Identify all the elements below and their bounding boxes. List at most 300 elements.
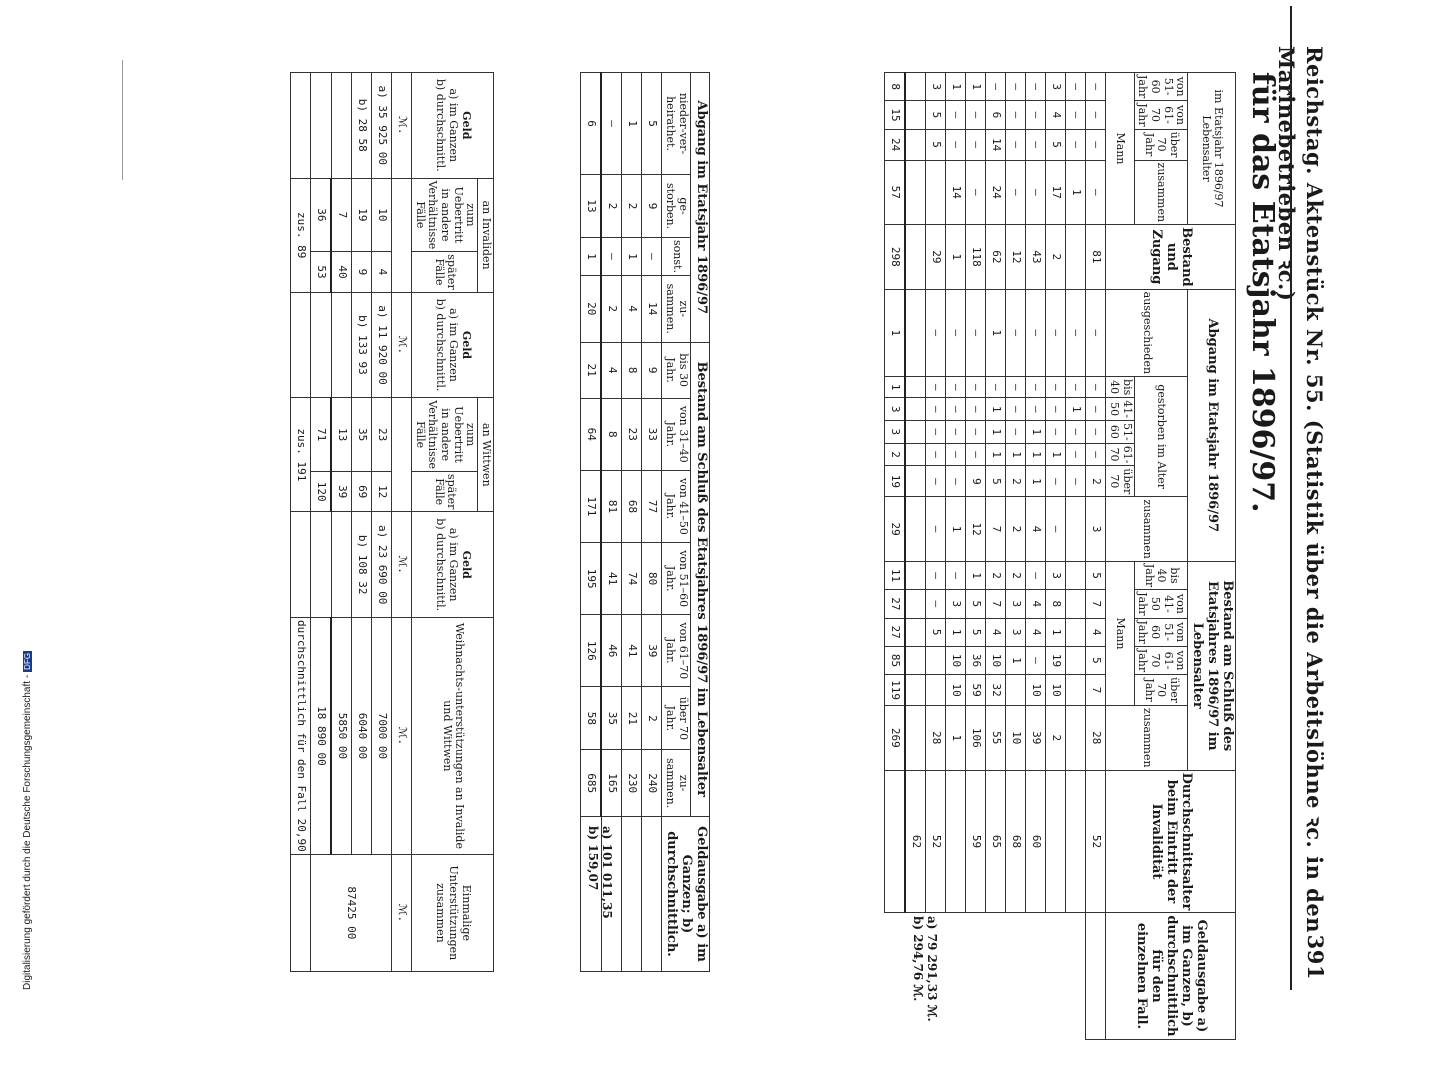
table-cell: 165 [601,750,622,817]
weih-total: 18 890 00 [311,617,332,854]
witt-faelle-2-1: 69 [352,471,372,511]
table-cell: — [601,238,622,276]
table-cell: 33 [642,398,662,470]
table-cell: 85 [885,646,906,674]
col-b-41-50: von 41–50 Jahr. [662,470,691,542]
table-cell: 1 [885,377,906,398]
col-s-61-70: von 61-70 Jahr [1134,646,1188,674]
table-cell [1066,646,1086,674]
table-cell: 2 [1046,706,1066,771]
col-s-zusammen: zusammen [1106,706,1188,771]
geld2-a-value: a) 101 011,35 [600,826,614,919]
table-cell: 27 [885,618,906,646]
table-cell [905,706,926,771]
table-row [1066,73,1086,1040]
table-cell: 24 [986,160,1006,225]
table-cell: — [1026,160,1046,225]
table-cell: — [966,101,986,129]
table-cell: 14 [986,129,1006,160]
table-cell: 1 [946,706,966,771]
table-cell: 5 [966,590,986,618]
table-row [986,73,1006,1040]
scan-margin-line [122,60,123,180]
header-text: Reichstag. Aktenstück Nr. 55. (Statistik über die Arbeitslöhne ꝛc. in den Marinebetrieben ꝛc.) [1274,46,1327,933]
empty-cell [622,817,642,972]
table-cell: 1 [1046,618,1066,646]
table-cell: 5 [1086,561,1106,589]
table-cell [905,497,926,562]
table-cell: — [1006,289,1026,376]
table-row [1046,73,1066,1040]
table-cell: 3 [1086,497,1106,562]
table-cell: 10 [946,646,966,674]
table-cell: 6 [581,73,602,175]
table-cell [905,420,926,443]
table-cell: 10 [1026,675,1046,706]
table-cell [905,225,926,290]
table-cell: 57 [885,160,906,225]
table-cell: — [946,398,966,421]
table-cell: 9 [642,175,662,238]
table-cell: — [1046,377,1066,398]
table-cell: 1 [1026,443,1046,466]
table-cell: 7 [986,590,1006,618]
table-cell: 8 [885,73,906,101]
inv-geld-a: a) 35 925 00 [372,73,392,179]
table-cell [905,443,926,466]
table-cell: 4 [986,618,1006,646]
table-row [1026,73,1046,1040]
col-bestand-zugang: Bestand und Zugang [1106,225,1236,290]
einm-value: 87425 00 [311,854,392,971]
table-cell: 10 [986,646,1006,674]
table-cell: 119 [885,675,906,706]
col-geldausgabe: Geldausgabe a) im Ganzen, b) durchschnittlich für den einzelnen Fall. [1106,913,1236,1039]
table-cell: — [1026,646,1046,674]
header-rule [1290,6,1292,990]
table-cell: 68 [622,470,642,542]
col-abgang-zusammen: zusammen [1106,497,1188,562]
col-durchschnittsalter: Durchschnittsalter beim Eintritt der Invalidität [1106,770,1236,913]
unit-mark-4: ℳ. [392,617,412,854]
table-cell: — [986,73,1006,101]
table-cell: 7 [1086,590,1106,618]
table-cell: 1 [986,420,1006,443]
col-s-ueber-70: über 70 Jahr [1134,675,1188,706]
table-cell: 19 [1046,646,1066,674]
col-61-70: von 61-70 Jahr [1134,101,1188,129]
table-cell: — [926,466,946,497]
table-cell: 2 [642,687,662,750]
table-row [622,73,642,972]
witt-zus: zus. 191 [291,398,311,512]
col-einmalige: Einmalige Unterstützungen zusammen [412,854,494,971]
table-cell: 11 [885,561,906,589]
table-cell: 1 [946,497,966,562]
witt-faelle-1-1: 35 [352,398,372,472]
table-cell: 39 [642,615,662,687]
witt-faelle-1-total: 71 [311,398,332,472]
table-cell: — [966,160,986,225]
dfg-footnote [22,651,33,990]
dfg-logo: DFG [23,652,32,670]
unit-mann-left: Mann [1106,73,1134,225]
table-cell: 55 [986,706,1006,771]
durchschn-fall: durchschnittlich für den Fall 20,90 [291,617,311,854]
table-cell: 7 [1086,675,1106,706]
table-cell: 19 [885,466,906,497]
table-row [1006,73,1026,1040]
table-cell [1066,225,1086,290]
table-cell: — [1026,101,1046,129]
table-cell: — [986,377,1006,398]
g2-geld-a: a) 11 920 00 [372,292,392,398]
table-cell: — [946,561,966,589]
table-cell: 1 [622,238,642,276]
table-cell: — [1066,73,1086,101]
table-row [966,73,986,1040]
table-cell: 32 [986,675,1006,706]
col-group-abgang-2: Abgang im Etatsjahr 1896/97 [691,73,710,343]
table-cell: — [966,443,986,466]
table-cell: — [966,420,986,443]
table-cell: — [946,101,966,129]
col-zusammen-2: zu-sammen. [662,275,691,342]
table-cell: 80 [642,543,662,615]
table-cell: 1 [1006,646,1026,674]
inv-faelle-2-total: 53 [311,252,332,292]
table-cell: 28 [1086,706,1106,771]
table-cell: 2 [986,561,1006,589]
empty-cell [291,512,311,618]
table-cell [1066,618,1086,646]
table-cell: 1 [946,73,966,101]
table-cell: 2 [1006,561,1026,589]
witt-faelle-2-total: 120 [311,471,332,511]
col-b-zusammen: zu-sammen. [662,750,691,817]
table-cell: 59 [966,675,986,706]
inv-faelle-1-total: 36 [311,178,332,252]
table-cell: 269 [885,706,906,771]
table-cell: 240 [642,750,662,817]
table-cell [926,646,946,674]
table-cell: 81 [1086,225,1106,290]
table-cell [1086,913,1106,1039]
table-cell: 2 [885,443,906,466]
table-cell: 5 [1046,129,1066,160]
table-cell: — [1086,160,1106,225]
table-cell: — [1086,73,1106,101]
table-cell: 8 [601,398,622,470]
geldausgabe-values [911,916,939,1066]
table-cell: 1 [622,73,642,175]
col-niederverheiratet: nieder-ver-heirathet. [662,73,691,175]
geldausgabe-2-values [586,826,614,919]
table-cell: — [946,420,966,443]
table-cell: — [1046,420,1066,443]
table-row [905,73,926,1040]
table-cell [905,675,926,706]
table-cell: — [1006,160,1026,225]
table-cell: 64 [581,398,602,470]
table-cell: 13 [581,175,602,238]
table-cell: — [1086,289,1106,376]
table-cell: 12 [1006,225,1026,290]
table-cell: 3 [885,420,906,443]
table-cell [905,160,926,225]
table-cell: 74 [622,543,642,615]
table-cell: 8 [1046,590,1066,618]
empty-cell [331,512,352,618]
table-cell: 14 [642,275,662,342]
table-cell: — [946,466,966,497]
table-cell: 5 [926,129,946,160]
table-cell: 6 [986,101,1006,129]
table-cell: — [1026,289,1046,376]
page-number: 391 [1303,934,1328,980]
table-cell: 27 [885,590,906,618]
unterstuetzungen-table [290,72,494,972]
table-cell: 8 [622,342,642,398]
table-cell: 1 [1066,398,1086,421]
table-cell: 10 [946,675,966,706]
table-cell: 1 [986,289,1006,376]
table-cell: — [1066,129,1086,160]
table-cell: — [1006,420,1026,443]
table-row [642,73,662,972]
table-cell: 4 [1046,101,1066,129]
table-cell: 195 [581,543,602,615]
table-cell: — [1006,73,1026,101]
table-cell: 12 [966,497,986,562]
col-41-50: von 41-50 Jahr [1134,590,1188,618]
col-g-ueber-70: über 70 [1106,466,1134,497]
empty-cell [311,292,332,398]
table-cell: 41 [622,615,642,687]
table-cell: 3 [1006,590,1026,618]
unit-mark-3: ℳ. [392,512,412,618]
table-cell: 1 [1066,160,1086,225]
col-bis-40: bis 40 Jahr [1134,561,1188,589]
table-cell: — [966,129,986,160]
table-cell: 10 [1046,675,1066,706]
col-weihnacht: Weihnachts-unterstützungen an Invalide und Wittwen [412,617,494,854]
inv-geld-b: b) 28 58 [352,73,372,179]
table-cell [1066,561,1086,589]
table-cell: — [1046,497,1066,562]
table-cell: — [946,289,966,376]
table-cell: — [1006,129,1026,160]
col-g-41-50: 41-50 [1106,398,1134,421]
empty-cell [291,854,311,971]
table-cell: — [926,561,946,589]
col-group-gestorben: gestorben im Alter [1134,377,1188,497]
table-cell: 46 [601,615,622,687]
table-cell: — [1066,289,1086,376]
table-cell: 59 [966,770,986,913]
invaliden-rows [885,73,1106,1040]
invaliden-table [884,72,1236,1040]
table-cell [1066,770,1086,913]
col-ausgeschieden: ausgeschieden [1106,289,1188,376]
table-cell: — [946,443,966,466]
table-cell [905,618,926,646]
col-group-lebensalter: im Etatsjahr 1896/97 Lebensalter [1188,73,1236,225]
table-cell: 62 [986,225,1006,290]
table-cell [905,73,926,101]
table-cell: — [1026,73,1046,101]
rotated-document [2,6,1334,1037]
table-cell [905,377,926,398]
table-cell: 106 [966,706,986,771]
col-group-abgang: Abgang im Etatsjahr 1896/97 [1188,289,1236,561]
col-inv-uebertritt: zum Uebertritt in andere Verhältnisse Fälle [412,178,478,252]
col-b-ueber-70: über 70 Jahr. [662,687,691,750]
table-cell: 81 [601,470,622,542]
table-cell: — [946,377,966,398]
table-cell: — [601,73,622,175]
col-b-51-60: von 51–60 Jahr. [662,543,691,615]
col-group-bestand-schluss: Bestand am Schluß des Etatsjahres 1896/97 im Lebensalter [1188,561,1236,770]
table-cell: 4 [601,342,622,398]
table-cell: 2 [1006,466,1026,497]
table-cell: 20 [581,275,602,342]
g3-geld-b: b) 108 32 [352,512,372,618]
table-cell: 36 [966,646,986,674]
table-cell: 1 [986,398,1006,421]
table-cell: — [1086,129,1106,160]
table-cell: — [926,590,946,618]
page-header [1274,46,1332,980]
table-cell: 298 [885,225,906,290]
table-cell: — [1066,101,1086,129]
table-cell: 58 [581,687,602,750]
table-cell: 5 [642,73,662,175]
table-cell [946,770,966,913]
table-row [946,73,966,1040]
col-g-51-60: 51-60 [1106,420,1134,443]
table-cell: 171 [581,470,602,542]
unit-mark-5: ℳ. [392,854,412,971]
table-cell: — [966,377,986,398]
table-cell: 15 [885,101,906,129]
table-cell: 1 [1006,443,1026,466]
col-s-51-60: von 51-60 Jahr [1134,618,1188,646]
table-cell: 65 [986,770,1006,913]
table-cell: 3 [1046,561,1066,589]
table-cell: 5 [966,618,986,646]
table-cell: 2 [601,275,622,342]
inv-faelle-1-1: 19 [352,178,372,252]
table-cell [1006,675,1026,706]
table-cell [1046,770,1066,913]
col-witt-spaeter: später Fälle [412,471,478,511]
table-cell: — [966,289,986,376]
table-cell: 118 [966,225,986,290]
table-cell: — [642,238,662,276]
col-b-61-70: von 61–70 Jahr. [662,615,691,687]
table-cell: 21 [622,687,642,750]
table-cell: 35 [601,687,622,750]
empty-cell [392,178,412,292]
table-cell [1066,675,1086,706]
table-cell: 3 [1046,73,1066,101]
col-group-bestand-2: Bestand am Schluß des Etatsjahres 1896/97 im Lebensalter [691,342,710,816]
table-cell: 1 [946,225,966,290]
table-cell: — [1006,398,1026,421]
geld-a-value: a) 79 291,33 ℳ. [925,916,939,1022]
col-an-invaliden: an Invaliden [478,178,494,292]
col-geldausgabe-2: Geldausgabe a) im Ganzen; b) durchschnittlich. [662,817,710,972]
table-cell: 1 [986,443,1006,466]
table-cell: 3 [885,398,906,421]
table-cell: — [946,129,966,160]
geld-b-value: b) 294,76 ℳ. [911,916,925,1002]
table-cell [1066,706,1086,771]
table-cell: 29 [926,225,946,290]
table-cell: — [966,398,986,421]
table-cell: 5 [986,466,1006,497]
table-row [1086,73,1106,1040]
table-cell: 230 [622,750,642,817]
table-row [926,73,946,1040]
col-g-bis-40: bis 40 [1106,377,1134,398]
table-cell: 14 [946,160,966,225]
table-cell: — [926,398,946,421]
table-cell: 4 [1026,497,1046,562]
col-ueber-70: über 70 Jahr [1134,129,1188,160]
inv-faelle-2-2: 40 [331,252,352,292]
table-cell: 1 [1026,466,1046,497]
table-cell: — [1066,443,1086,466]
table-cell: — [926,497,946,562]
table-cell: 28 [926,706,946,771]
col-zusammen: zusammen [1134,160,1188,225]
table-cell: — [926,443,946,466]
col-gestorben-2: ge-storben. [662,175,691,238]
inv-faelle-2-1: 9 [352,252,372,292]
table-cell [905,129,926,160]
table-cell [905,590,926,618]
empty-cell [311,73,332,179]
table-cell [905,646,926,674]
empty-cell [331,292,352,398]
table-cell [905,101,926,129]
table-cell: 62 [905,770,926,913]
col-g-61-70: 61-70 [1106,443,1134,466]
table-cell: — [926,377,946,398]
col-sonst: sonst. [662,238,691,276]
table-cell: 126 [581,615,602,687]
empty-cell [392,398,412,512]
witt-faelle-2-0: 12 [372,471,392,511]
table-cell [905,561,926,589]
table-cell: 4 [1026,590,1046,618]
table-cell [905,466,926,497]
table-cell: 3 [946,590,966,618]
table-cell: — [1086,101,1106,129]
table-cell: — [1086,420,1106,443]
table-cell: 2 [622,175,642,238]
empty-cell [291,292,311,398]
col-inv-spaeter: später Fälle [412,252,478,292]
table-cell: 3 [1006,618,1026,646]
table-cell: 17 [1046,160,1066,225]
table-cell: 41 [601,543,622,615]
table-cell: 5 [1086,646,1106,674]
inv-faelle-1-0: 10 [372,178,392,252]
table-cell [885,770,906,913]
